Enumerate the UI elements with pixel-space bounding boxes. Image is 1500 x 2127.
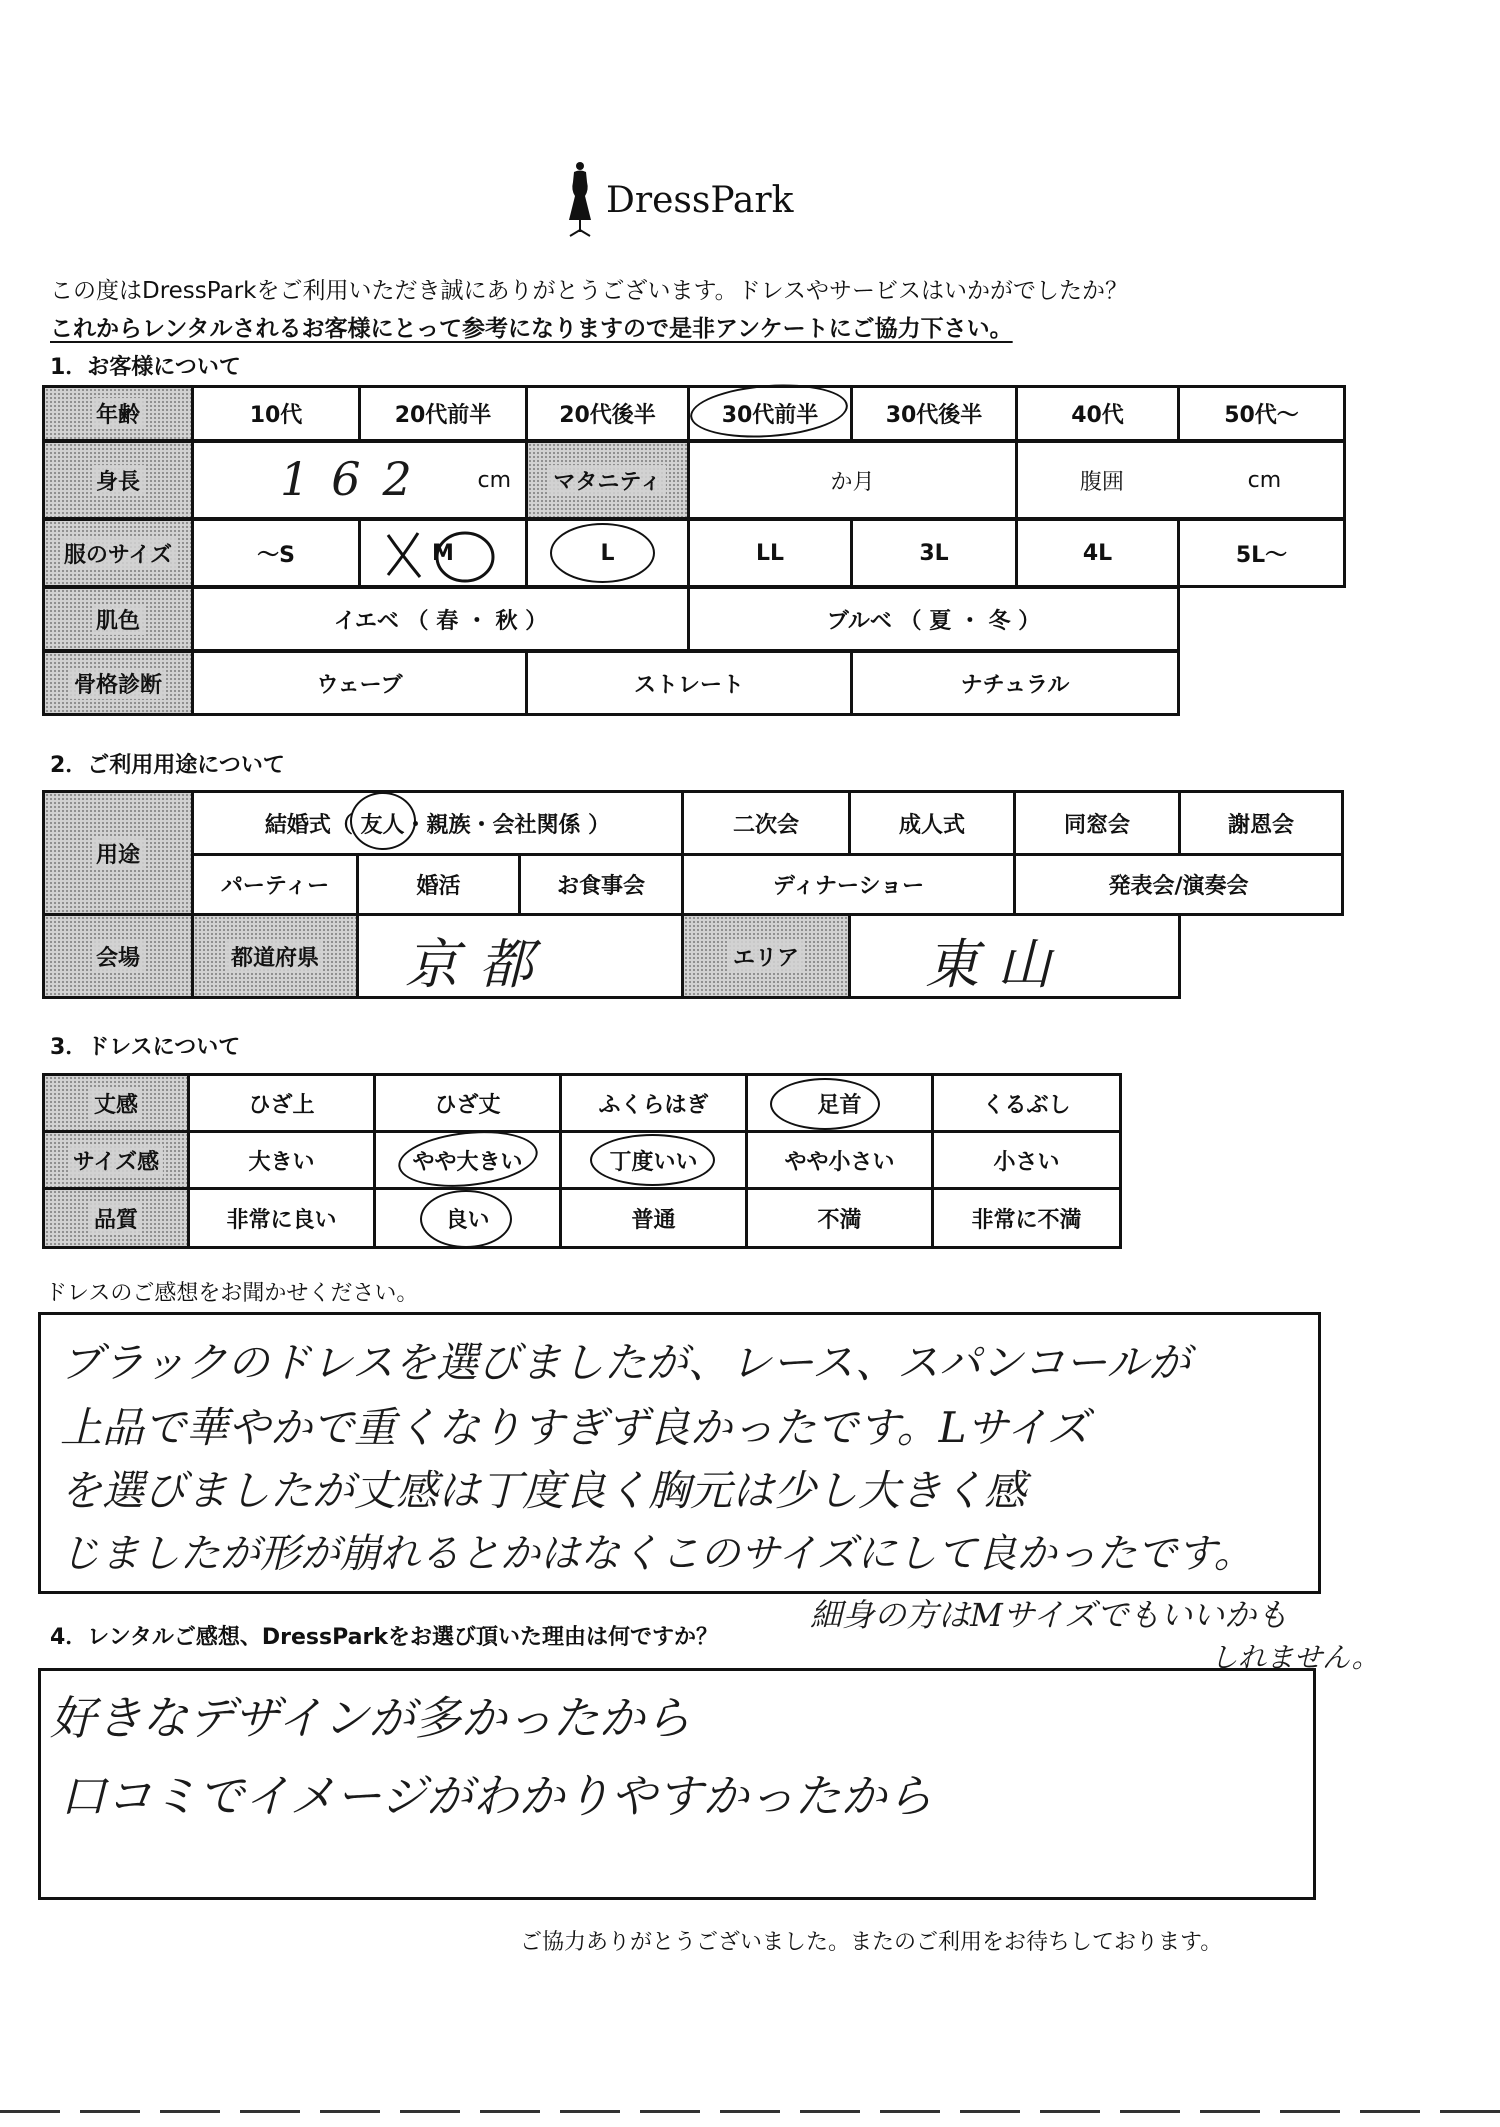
dress-comment-note-1: 細身の方はMサイズでもいいかも <box>810 1596 1289 1634</box>
usage-label: 用途 <box>42 790 194 916</box>
fit-small[interactable]: 小さい <box>931 1130 1122 1190</box>
usage-party[interactable]: パーティー <box>191 853 359 916</box>
dresspark-logo <box>560 160 800 240</box>
maternity-months-field[interactable]: か月 <box>687 440 1018 520</box>
skeleton-straight[interactable]: ストレート <box>525 650 853 716</box>
usage-dinner-show[interactable]: ディナーショー <box>681 853 1016 916</box>
intro-line-2: これからレンタルされるお客様にとって参考になりますので是非アンケートにご協力下さい。 <box>50 316 1013 342</box>
size-option-4l[interactable]: 4L <box>1015 518 1180 588</box>
dress-comment-line-1: ブラックのドレスを選びましたが、レース、スパンコールが <box>60 1338 1191 1387</box>
quality-average[interactable]: 普通 <box>559 1187 748 1249</box>
intro-line-1: この度はDressParkをご利用いただき誠にありがとうございます。ドレスやサービスはいかがでしたか？ <box>50 278 1128 304</box>
size-option-ll[interactable]: LL <box>687 518 853 588</box>
usage-reunion[interactable]: 同窓会 <box>1013 790 1181 856</box>
section-3-title: 3．ドレスについて <box>50 1035 241 1060</box>
fit-label: サイズ感 <box>42 1130 190 1190</box>
size-mark <box>380 525 500 585</box>
quality-very-poor[interactable]: 非常に不満 <box>931 1187 1122 1249</box>
skeleton-wave[interactable]: ウェーブ <box>191 650 528 716</box>
size-option-s[interactable]: ～S <box>191 518 361 588</box>
quality-excellent[interactable]: 非常に良い <box>187 1187 376 1249</box>
dress-comment-prompt: ドレスのご感想をお聞かせください。 <box>45 1281 419 1306</box>
reason-line-1: 好きなデザインが多かったから <box>50 1691 691 1745</box>
age-option-20s-early[interactable]: 20代前半 <box>358 385 528 442</box>
area-label: エリア <box>681 913 851 999</box>
prefecture-label: 都道府県 <box>191 913 359 999</box>
quality-label: 品質 <box>42 1187 190 1249</box>
maternity-label: マタニティ <box>525 440 690 520</box>
closing-message: ご協力ありがとうございました。またのご利用をお待ちしております。 <box>520 1930 1223 1955</box>
fit-large[interactable]: 大きい <box>187 1130 376 1190</box>
usage-coming-of-age[interactable]: 成人式 <box>848 790 1016 856</box>
skin-yellow-base[interactable]: イエベ （ 春 ・ 秋 ） <box>191 586 690 652</box>
fit-selection-mark-2 <box>590 1134 715 1186</box>
skeleton-label: 骨格診断 <box>42 650 194 716</box>
quality-selection-mark <box>420 1190 512 1248</box>
size-option-l[interactable]: L <box>525 518 690 588</box>
length-calf[interactable]: ふくらはぎ <box>559 1073 748 1133</box>
age-option-50s[interactable]: 50代～ <box>1177 385 1346 442</box>
length-knee[interactable]: ひざ丈 <box>373 1073 562 1133</box>
age-option-40s[interactable]: 40代 <box>1015 385 1180 442</box>
waist-field[interactable] <box>1015 440 1346 520</box>
fit-slightly-large[interactable]: やや大きい <box>373 1130 562 1190</box>
quality-good[interactable]: 良い <box>373 1187 562 1249</box>
length-ankle[interactable]: 足首 <box>745 1073 934 1133</box>
skin-color-label: 肌色 <box>42 586 194 652</box>
fit-just-right[interactable]: 丁度いい <box>559 1130 748 1190</box>
usage-dinner[interactable]: お食事会 <box>518 853 684 916</box>
age-option-30s-late[interactable]: 30代後半 <box>850 385 1018 442</box>
fit-slightly-small[interactable]: やや小さい <box>745 1130 934 1190</box>
size-option-m[interactable]: M <box>358 518 528 588</box>
size-label: 服のサイズ <box>42 518 194 588</box>
reason-line-2: 口コミでイメージがわかりやすかったから <box>60 1769 933 1823</box>
dress-comment-note-2: しれません。 <box>1210 1641 1380 1674</box>
wedding-selection-mark <box>350 792 416 850</box>
usage-recital[interactable]: 発表会/演奏会 <box>1013 853 1344 916</box>
dress-comment-line-3: を選びましたが丈感は丁度良く胸元は少し大きく感 <box>60 1466 1027 1515</box>
length-ankle-bone[interactable]: くるぶし <box>931 1073 1122 1133</box>
dress-form-icon <box>560 160 600 240</box>
length-above-knee[interactable]: ひざ上 <box>187 1073 376 1133</box>
quality-poor[interactable]: 不満 <box>745 1187 934 1249</box>
section-1-title: 1．お客様について <box>50 355 241 380</box>
skeleton-natural[interactable]: ナチュラル <box>850 650 1180 716</box>
scan-artifact-line <box>0 2110 1500 2113</box>
section-4-title: 4．レンタルご感想、DressParkをお選び頂いた理由は何ですか？ <box>50 1625 718 1650</box>
size-option-3l[interactable]: 3L <box>850 518 1018 588</box>
size-option-5l[interactable]: 5L～ <box>1177 518 1346 588</box>
age-option-30s-early[interactable]: 30代前半 <box>687 385 853 442</box>
dress-comment-line-2: 上品で華やかで重くなりすぎず良かったです。Lサイズ <box>60 1403 1090 1452</box>
height-unit: cm <box>477 467 511 493</box>
height-label: 身長 <box>42 440 194 520</box>
age-label: 年齢 <box>42 385 194 442</box>
prefecture-value: 京都 <box>405 933 553 996</box>
length-selection-mark <box>770 1078 880 1130</box>
skin-blue-base[interactable]: ブルベ （ 夏 ・ 冬 ） <box>687 586 1180 652</box>
brand-name: DressPark <box>606 180 794 221</box>
waist-label: 腹囲 <box>1079 469 1124 495</box>
age-option-10s[interactable]: 10代 <box>191 385 361 442</box>
usage-second-party[interactable]: 二次会 <box>681 790 851 856</box>
size-selection-mark <box>550 523 655 583</box>
dress-comment-line-4: じましたが形が崩れるとかはなくこのサイズにして良かったです。 <box>60 1531 1254 1577</box>
usage-konkatsu[interactable]: 婚活 <box>356 853 521 916</box>
section-2-title: 2．ご利用用途について <box>50 753 285 778</box>
length-label: 丈感 <box>42 1073 190 1133</box>
height-value: 162 <box>280 452 434 506</box>
area-value: 東山 <box>925 933 1069 996</box>
age-option-20s-late[interactable]: 20代後半 <box>525 385 690 442</box>
usage-wedding[interactable]: 結婚式（ 友人・親族・会社関係 ） <box>191 790 684 856</box>
waist-unit: cm <box>1247 467 1282 493</box>
usage-thanks-party[interactable]: 謝恩会 <box>1178 790 1344 856</box>
venue-label: 会場 <box>42 913 194 999</box>
